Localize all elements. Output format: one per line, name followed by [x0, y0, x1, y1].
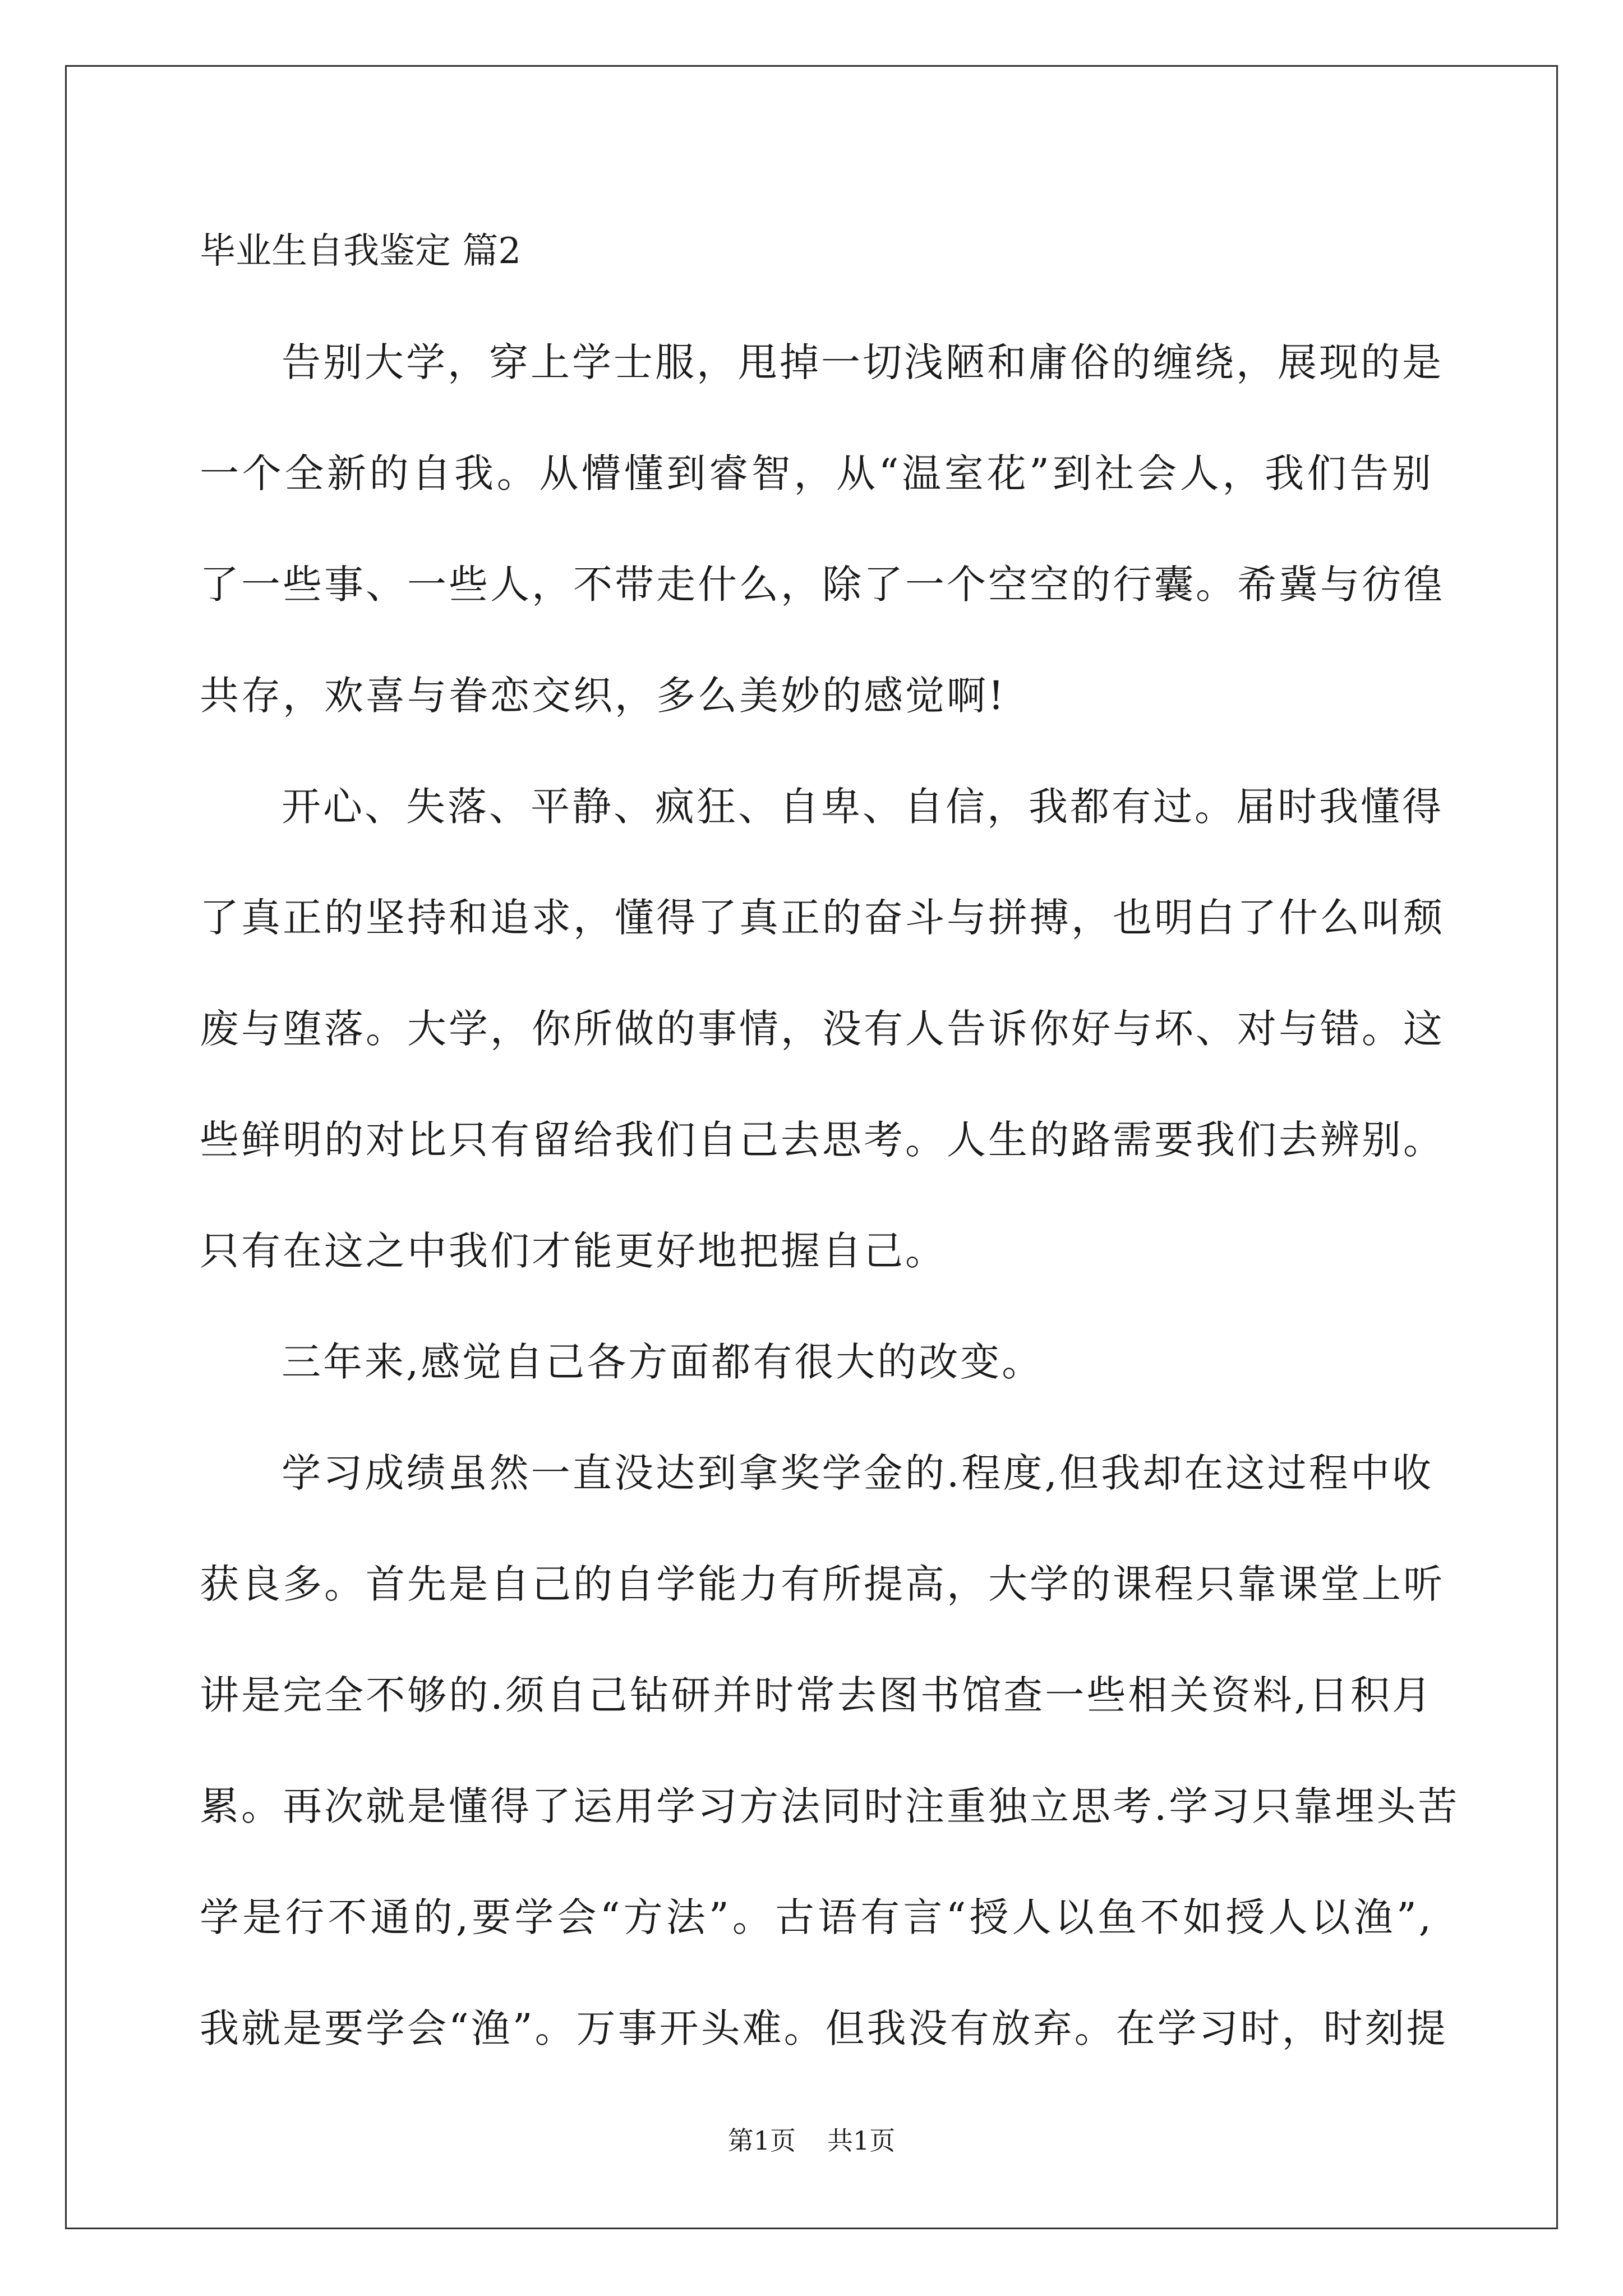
body-line-4: 共存，欢喜与眷恋交织，多么美妙的感觉啊!: [200, 673, 1007, 719]
document-title: 毕业生自我鉴定 篇2: [200, 231, 522, 272]
body-line-16: 我就是要学会“渔”。万事开头难。但我没有放弃。在学习时，时刻提: [200, 2005, 1448, 2051]
body-line-9: 只有在这之中我们才能更好地把握自己。: [200, 1228, 947, 1274]
page-number-current: 第1页: [727, 2125, 796, 2156]
body-line-7: 废与堕落。大学，你所做的事情，没有人告诉你好与坏、对与错。这: [200, 1006, 1445, 1052]
body-line-15: 学是行不通的,要学会“方法”。古语有言“授人以鱼不如授人以渔”,: [200, 1894, 1433, 1940]
body-line-2: 一个全新的自我。从懵懂到睿智，从“温室花”到社会人，我们告别: [200, 450, 1433, 496]
body-line-6: 了真正的坚持和追求，懂得了真正的奋斗与拼搏，也明白了什么叫颓: [200, 895, 1445, 941]
body-line-14: 累。再次就是懂得了运用学习方法同时注重独立思考.学习只靠埋头苦: [200, 1783, 1460, 1829]
page-footer: [0, 2124, 1623, 2157]
body-line-12: 获良多。首先是自己的自学能力有所提高，大学的课程只靠课堂上听: [200, 1561, 1445, 1607]
body-line-10: 三年来,感觉自己各方面都有很大的改变。: [282, 1339, 1044, 1385]
page-number-total: 共1页: [827, 2125, 896, 2156]
body-line-5: 开心、失落、平静、疯狂、自卑、自信，我都有过。届时我懂得: [282, 784, 1444, 830]
body-line-3: 了一些事、一些人，不带走什么，除了一个空空的行囊。希冀与彷徨: [200, 562, 1445, 608]
body-line-11: 学习成绩虽然一直没达到拿奖学金的.程度,但我却在这过程中收: [282, 1450, 1433, 1496]
body-line-8: 些鲜明的对比只有留给我们自己去思考。人生的路需要我们去辨别。: [200, 1117, 1445, 1163]
body-line-1: 告别大学，穿上学士服，甩掉一切浅陋和庸俗的缠绕，展现的是: [282, 339, 1444, 385]
body-line-13: 讲是完全不够的.须自己钻研并时常去图书馆查一些相关资料,日积月: [200, 1672, 1433, 1718]
